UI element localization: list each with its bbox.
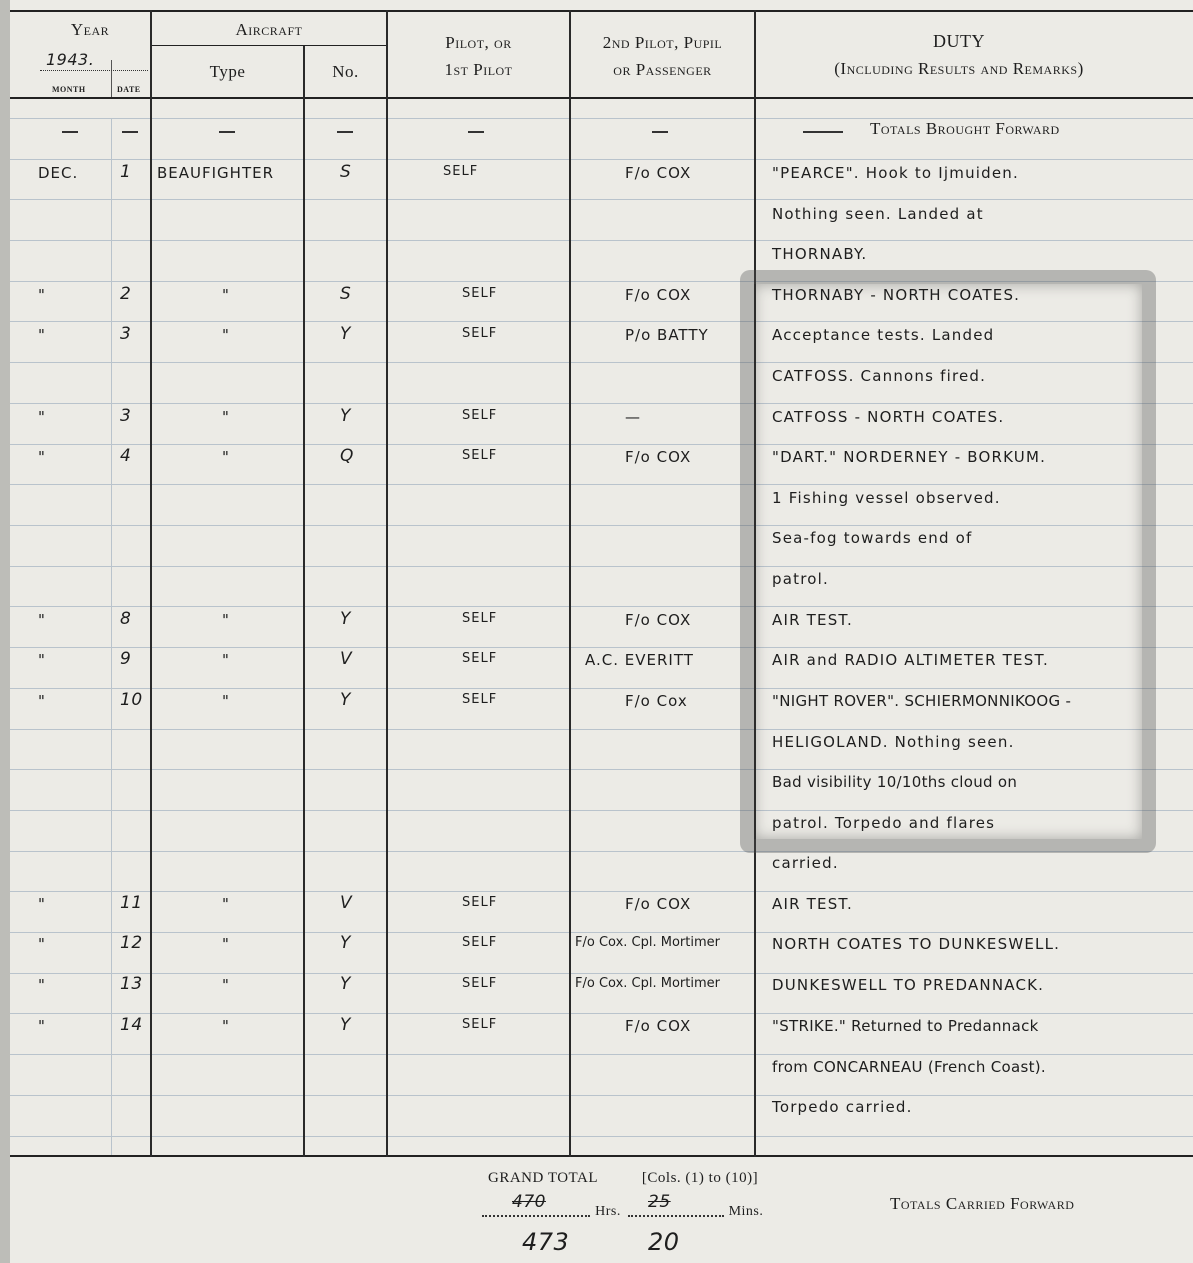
- entry-duty-line: Torpedo carried.: [772, 1098, 913, 1116]
- entry-aircraft-no: Y: [340, 690, 351, 710]
- second-pilot-label-line2: or Passenger: [613, 60, 712, 79]
- entry-aircraft-no: V: [340, 649, 353, 669]
- entry-pilot: SELF: [462, 408, 498, 423]
- rule-line: [10, 973, 1193, 974]
- rule-line: [10, 1136, 1193, 1137]
- entry-pilot: SELF: [462, 448, 498, 463]
- entry-aircraft-type: ": [222, 286, 230, 304]
- entry-month: ": [38, 976, 46, 994]
- entry-aircraft-type: ": [222, 611, 230, 629]
- month-label: MONTH: [52, 85, 86, 94]
- rule-line: [10, 932, 1193, 933]
- col-divider-date: [150, 10, 152, 1157]
- entry-date: 3: [120, 324, 132, 344]
- hrs-label: Hrs.: [595, 1204, 621, 1219]
- entry-date: 8: [120, 609, 132, 629]
- entry-month: ": [38, 935, 46, 953]
- entry-pilot: SELF: [462, 976, 498, 991]
- header-bottom-border: [10, 97, 1193, 99]
- rule-line: [10, 1054, 1193, 1055]
- page-binding-edge: [0, 0, 10, 1263]
- month-date-rule: [111, 118, 112, 1155]
- rule-line: [10, 159, 1193, 160]
- entry-date: 1: [120, 162, 132, 182]
- pilot-label-line2: 1st Pilot: [444, 60, 513, 79]
- entry-month: ": [38, 448, 46, 466]
- entry-aircraft-no: V: [340, 893, 353, 913]
- entry-date: 9: [120, 649, 132, 669]
- date-label: DATE: [117, 85, 141, 94]
- entry-date: 2: [120, 284, 132, 304]
- entry-pilot: SELF: [462, 326, 498, 341]
- footer-border: [10, 1155, 1193, 1157]
- entry-duty-line: THORNABY - NORTH COATES.: [772, 286, 1021, 304]
- totals-brought-forward: Totals Brought Forward: [870, 119, 1060, 138]
- entry-second-pilot: F/o COX: [625, 286, 692, 304]
- rule-line: [10, 240, 1193, 241]
- entry-second-pilot: F/o COX: [625, 895, 692, 913]
- col-divider-pilot: [569, 10, 571, 1157]
- entry-date: 10: [120, 690, 143, 710]
- entry-pilot: SELF: [462, 895, 498, 910]
- duty-label: DUTY: [933, 31, 985, 51]
- entry-aircraft-no: Y: [340, 324, 351, 344]
- entry-aircraft-type: ": [222, 976, 230, 994]
- dash-no: [337, 131, 353, 133]
- rule-line: [10, 1013, 1193, 1014]
- entry-duty-line: "DART." NORDERNEY - BORKUM.: [772, 448, 1047, 466]
- entry-duty-line: "STRIKE." Returned to Predannack: [772, 1017, 1039, 1035]
- rule-line: [10, 891, 1193, 892]
- top-border: [10, 10, 1193, 12]
- dash-type: [219, 131, 235, 133]
- hrs-struck: 470: [512, 1192, 546, 1212]
- entry-aircraft-type: ": [222, 935, 230, 953]
- entry-date: 12: [120, 933, 143, 953]
- mins-label: Mins.: [728, 1204, 764, 1219]
- totals-carried-forward: Totals Carried Forward: [890, 1194, 1075, 1213]
- pilot-label-line1: Pilot, or: [445, 33, 512, 52]
- entry-date: 13: [120, 974, 143, 994]
- entry-month: ": [38, 611, 46, 629]
- entry-duty-line: AIR TEST.: [772, 895, 853, 913]
- entry-aircraft-type: ": [222, 1017, 230, 1035]
- rule-line: [10, 1095, 1193, 1096]
- entry-month: DEC.: [38, 164, 79, 182]
- entry-aircraft-type: ": [222, 448, 230, 466]
- mins-value: 20: [648, 1228, 680, 1256]
- entry-aircraft-no: Y: [340, 1015, 351, 1035]
- year-label: Year: [70, 20, 110, 39]
- entry-pilot: SELF: [462, 651, 498, 666]
- entry-second-pilot: F/o Cox. Cpl. Mortimer: [575, 935, 720, 950]
- no-label: No.: [332, 62, 359, 81]
- entry-aircraft-type: ": [222, 326, 230, 344]
- entry-duty-line: AIR and RADIO ALTIMETER TEST.: [772, 651, 1049, 669]
- entry-second-pilot: F/o COX: [625, 164, 692, 182]
- dash-duty: [803, 131, 843, 133]
- entry-aircraft-no: S: [340, 162, 352, 182]
- entry-pilot: SELF: [462, 935, 498, 950]
- entry-date: 4: [120, 446, 132, 466]
- entry-aircraft-type: ": [222, 408, 230, 426]
- entry-aircraft-type: ": [222, 895, 230, 913]
- entry-month: ": [38, 692, 46, 710]
- entry-month: ": [38, 1017, 46, 1035]
- entry-duty-line: CATFOSS - NORTH COATES.: [772, 408, 1005, 426]
- dash-pilot: [468, 131, 484, 133]
- entry-duty-line: Acceptance tests. Landed: [772, 326, 995, 344]
- dash-second: [652, 131, 668, 133]
- cols-label: [Cols. (1) to (10)]: [641, 1170, 759, 1186]
- entry-month: ": [38, 326, 46, 344]
- entry-aircraft-type: ": [222, 651, 230, 669]
- entry-duty-line: AIR TEST.: [772, 611, 853, 629]
- month-date-divider: [111, 60, 112, 97]
- entry-month: ": [38, 895, 46, 913]
- entry-date: 14: [120, 1015, 143, 1035]
- entry-duty-line: "PEARCE". Hook to Ijmuiden.: [772, 164, 1019, 182]
- entry-duty-line: THORNABY.: [772, 245, 868, 263]
- entry-second-pilot: —: [625, 408, 641, 426]
- entry-duty-line: 1 Fishing vessel observed.: [772, 489, 1001, 507]
- dash-month: [62, 131, 78, 133]
- entry-pilot: SELF: [462, 1017, 498, 1032]
- entry-duty-line: Nothing seen. Landed at: [772, 205, 984, 223]
- entry-pilot: SELF: [462, 611, 498, 626]
- entry-second-pilot: F/o Cox. Cpl. Mortimer: [575, 976, 720, 991]
- year-dotted-line: [40, 70, 148, 71]
- rule-line: [10, 199, 1193, 200]
- entry-aircraft-no: Q: [340, 446, 354, 466]
- entry-aircraft-type: ": [222, 692, 230, 710]
- col-divider-type: [303, 46, 305, 1157]
- entry-duty-line: carried.: [772, 854, 839, 872]
- entry-duty-line: "NIGHT ROVER". SCHIERMONNIKOOG -: [772, 692, 1072, 710]
- aircraft-divider: [152, 45, 386, 46]
- grand-total-label: GRAND TOTAL: [488, 1170, 598, 1186]
- entry-second-pilot: P/o BATTY: [625, 326, 709, 344]
- entry-second-pilot: F/o COX: [625, 448, 692, 466]
- ink-smudge: [740, 270, 1156, 853]
- entry-second-pilot: F/o COX: [625, 611, 692, 629]
- entry-aircraft-no: Y: [340, 406, 351, 426]
- type-label: Type: [209, 62, 246, 81]
- entry-pilot: SELF: [462, 286, 498, 301]
- entry-month: ": [38, 651, 46, 669]
- entry-aircraft-no: S: [340, 284, 352, 304]
- entry-aircraft-no: Y: [340, 609, 351, 629]
- col-divider-no: [386, 10, 388, 1157]
- entry-aircraft-no: Y: [340, 933, 351, 953]
- entry-month: ": [38, 408, 46, 426]
- entry-duty-line: CATFOSS. Cannons fired.: [772, 367, 987, 385]
- hrs-dotted-line: [482, 1215, 590, 1217]
- entry-date: 3: [120, 406, 132, 426]
- entry-second-pilot: A.C. EVERITT: [585, 651, 694, 669]
- hrs-value: 473: [522, 1228, 570, 1256]
- duty-sublabel: (Including Results and Remarks): [834, 59, 1084, 78]
- mins-struck: 25: [648, 1192, 671, 1212]
- entry-pilot: SELF: [462, 692, 498, 707]
- entry-aircraft-type: BEAUFIGHTER: [157, 164, 275, 182]
- entry-aircraft-no: Y: [340, 974, 351, 994]
- entry-duty-line: patrol.: [772, 570, 829, 588]
- entry-duty-line: Bad visibility 10/10ths cloud on: [772, 773, 1018, 791]
- entry-date: 11: [120, 893, 143, 913]
- entry-duty-line: NORTH COATES TO DUNKESWELL.: [772, 935, 1061, 953]
- entry-duty-line: HELIGOLAND. Nothing seen.: [772, 733, 1015, 751]
- entry-duty-line: from CONCARNEAU (French Coast).: [772, 1058, 1046, 1076]
- mins-dotted-line: [628, 1215, 724, 1217]
- entry-second-pilot: F/o COX: [625, 1017, 692, 1035]
- entry-duty-line: Sea-fog towards end of: [772, 529, 973, 547]
- second-pilot-label-line1: 2nd Pilot, Pupil: [602, 33, 723, 52]
- entry-month: ": [38, 286, 46, 304]
- year-value: 1943.: [46, 50, 95, 69]
- entry-pilot: SELF: [443, 164, 479, 179]
- entry-second-pilot: F/o Cox: [625, 692, 688, 710]
- entry-duty-line: DUNKESWELL TO PREDANNACK.: [772, 976, 1045, 994]
- aircraft-label: Aircraft: [235, 20, 303, 39]
- dash-date: [122, 131, 138, 133]
- entry-duty-line: patrol. Torpedo and flares: [772, 814, 996, 832]
